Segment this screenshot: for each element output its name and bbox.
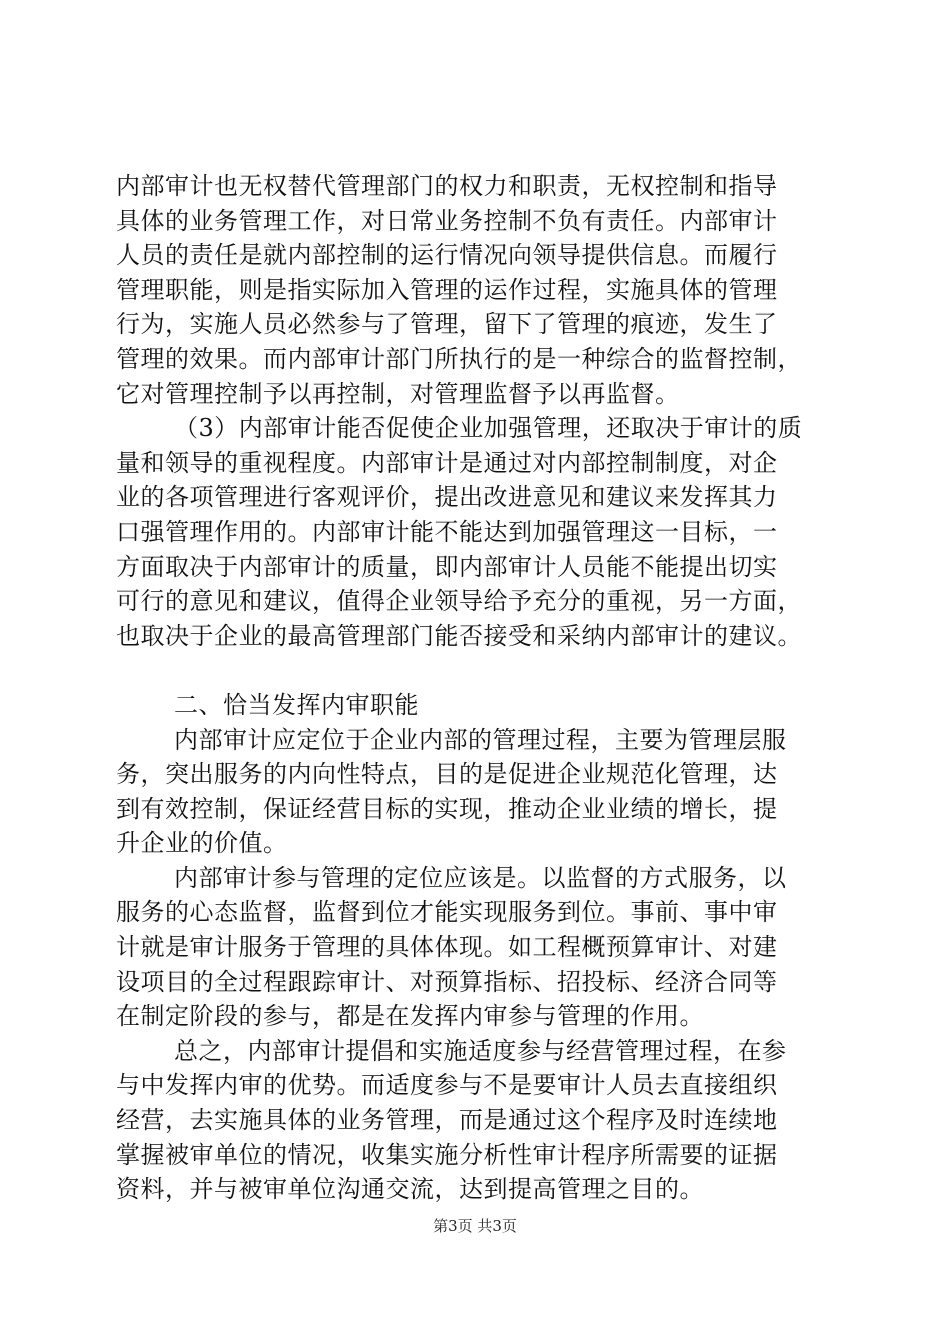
text-line: 与中发挥内审的优势。而适度参与不是要审计人员去直接组织 [116, 1071, 778, 1100]
text-line: 计就是审计服务于管理的具体体现。如工程概预算审计、对建 [116, 933, 778, 962]
text-line: 量和领导的重视程度。内部审计是通过对内部控制制度，对企 [116, 448, 778, 477]
text-line: 设项目的全过程跟踪审计、对预算指标、招投标、经济合同等 [116, 967, 778, 996]
text-line: 务，突出服务的内向性特点，目的是促进企业规范化管理，达 [116, 760, 778, 789]
text-line: 内部审计参与管理的定位应该是。以监督的方式服务，以 [174, 863, 787, 892]
text-line: 掌握被审单位的情况，收集实施分析性审计程序所需要的证据 [116, 1140, 778, 1169]
text-line: 资料，并与被审单位沟通交流，达到提高管理之目的。 [116, 1175, 704, 1204]
text-line: 具体的业务管理工作，对日常业务控制不负有责任。内部审计 [116, 206, 778, 235]
text-line: 内部审计也无权替代管理部门的权力和职责，无权控制和指导 [116, 172, 778, 200]
text-line: 人员的责任是就内部控制的运行情况向领导提供信息。而履行 [116, 241, 778, 270]
document-body [116, 169, 836, 1207]
text-line: 它对管理控制予以再控制，对管理监督予以再监督。 [116, 379, 680, 408]
text-line: 升企业的价值。 [116, 829, 288, 858]
text-line: 可行的意见和建议，值得企业领导给予充分的重视，另一方面， [116, 587, 802, 616]
page-number-label: 第3页 共3页 [433, 1217, 517, 1235]
text-line: 在制定阶段的参与，都是在发挥内审参与管理的作用。 [116, 1002, 704, 1031]
section-2 [116, 688, 836, 1207]
paragraph-group-1 [116, 169, 836, 653]
text-line: 管理职能，则是指实际加入管理的运作过程，实施具体的管理 [116, 275, 778, 304]
text-line: 也取决于企业的最高管理部门能否接受和采纳内部审计的建议。 [116, 621, 802, 650]
text-line: 行为，实施人员必然参与了管理，留下了管理的痕迹，发生了 [116, 310, 778, 339]
text-line: 总之，内部审计提倡和实施适度参与经营管理过程，在参 [174, 1036, 787, 1065]
paragraph-gap [116, 653, 836, 688]
text-line: 方面取决于内部审计的质量，即内部审计人员能不能提出切实 [116, 552, 778, 581]
text-line: 管理的效果。而内部审计部门所执行的是一种综合的监督控制， [116, 344, 802, 373]
text-line: （3）内部审计能否促使企业加强管理，还取决于审计的质 [174, 414, 803, 443]
page-footer [0, 1216, 950, 1236]
text-line: 到有效控制，保证经营目标的实现，推动企业业绩的增长，提 [116, 794, 778, 823]
text-line: 经营，去实施具体的业务管理，而是通过这个程序及时连续地 [116, 1106, 778, 1135]
text-line: 内部审计应定位于企业内部的管理过程，主要为管理层服 [174, 725, 787, 754]
section-heading: 二、恰当发挥内审职能 [174, 690, 419, 719]
text-line: 服务的心态监督，监督到位才能实现服务到位。事前、事中审 [116, 898, 778, 927]
text-line: 业的各项管理进行客观评价，提出改进意见和建议来发挥其力 [116, 483, 778, 512]
text-line: 口强管理作用的。内部审计能不能达到加强管理这一目标，一 [116, 517, 778, 546]
